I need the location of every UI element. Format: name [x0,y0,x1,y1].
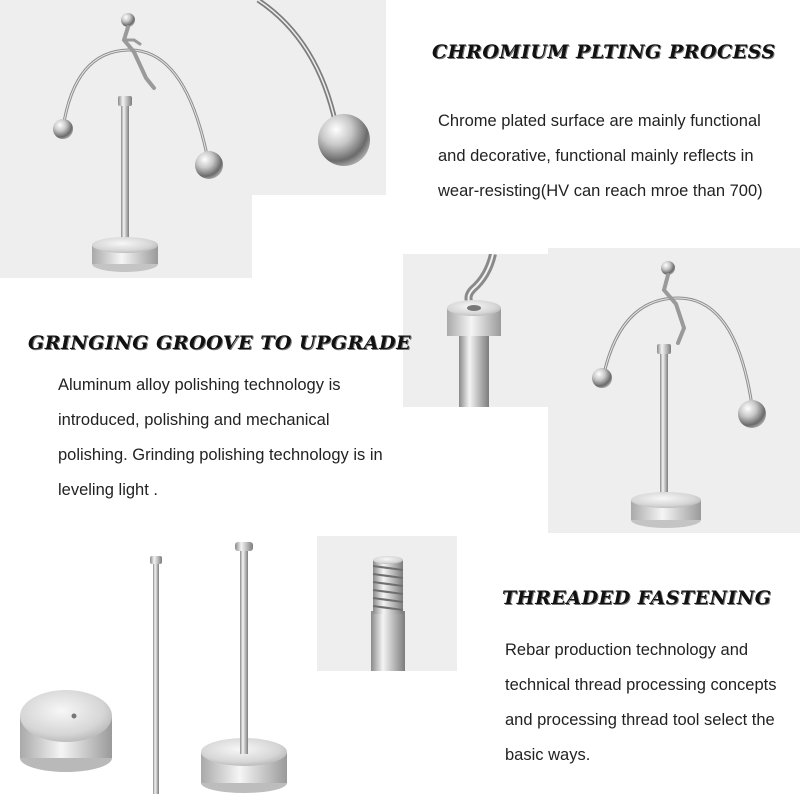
section-body-threaded [505,633,777,773]
body-line: and processing thread tool select the [505,711,775,729]
body-line: basic ways. [505,746,591,764]
body-line: introduced, polishing and mechanical [58,411,330,429]
section-heading-grinding: GRINGING GROOVE TO UPGRADE [28,332,412,354]
section-heading-threaded: THREADED FASTENING [502,587,772,609]
section-body-grinding [58,368,383,508]
section-body-chromium [438,104,763,209]
product-photo-arm-closeup [248,0,386,195]
body-line: technical thread processing concepts [505,676,777,694]
body-line: wear-resisting(HV can reach mroe than 700) [438,182,763,200]
product-photo-thread-closeup [317,536,457,671]
product-photo-balance-toy [0,0,252,278]
body-line: Aluminum alloy polishing technology is [58,376,341,394]
product-photo-collar-closeup [403,254,551,407]
body-line: polishing. Grinding polishing technology is in [58,446,383,464]
body-line: and decorative, functional mainly reflects in [438,147,754,165]
product-photo-parts [0,530,300,800]
section-heading-chromium: CHROMIUM PLTING PROCESS [432,41,776,63]
product-photo-balance-toy-side [548,248,800,533]
body-line: Rebar production technology and [505,641,749,659]
body-line: leveling light . [58,481,158,499]
body-line: Chrome plated surface are mainly functional [438,112,761,130]
